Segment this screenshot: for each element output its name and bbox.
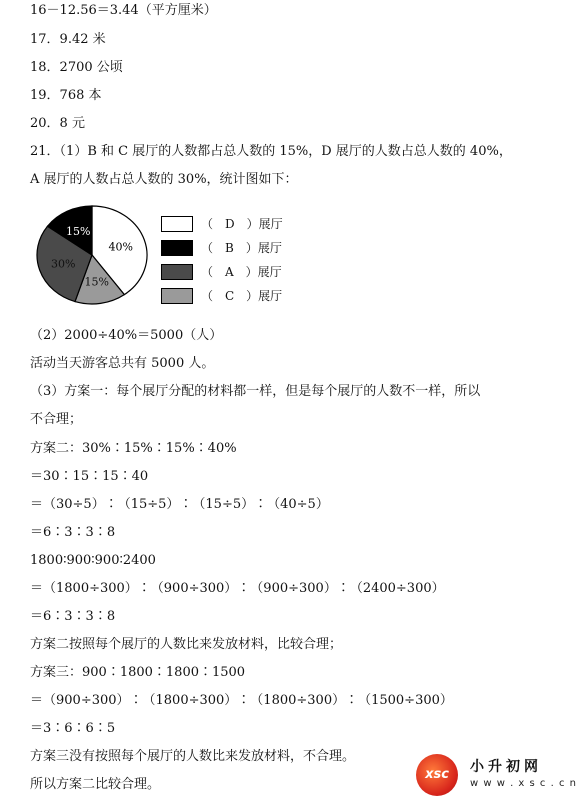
legend-item-a bbox=[161, 264, 321, 282]
answer-line-16: 16－12.56＝3.44（平方厘米） bbox=[30, 3, 217, 18]
answer-line-21-part2-conclusion: 活动当天游客总共有 5000 人。 bbox=[30, 356, 215, 371]
plan3-line-3: ＝3∶6∶6∶5 bbox=[30, 721, 116, 736]
legend-swatch-c bbox=[161, 288, 193, 304]
legend-item-b bbox=[161, 240, 321, 258]
legend-label-d: （ D ）展厅 bbox=[201, 217, 283, 231]
plan2-line-5: 1800∶900∶900∶2400 bbox=[30, 553, 156, 568]
pie-label-a: 30% bbox=[51, 257, 76, 271]
plan2-line-2: ＝30∶15∶15∶40 bbox=[30, 469, 149, 484]
pie-legend bbox=[161, 216, 321, 312]
plan3-conclusion: 方案三没有按照每个展厅的人数比来发放材料，不合理。 bbox=[30, 749, 356, 764]
legend-swatch-b bbox=[161, 240, 193, 256]
legend-swatch-a bbox=[161, 264, 193, 280]
plan2-line-4: ＝6∶3∶3∶8 bbox=[30, 525, 116, 540]
answer-line-18: 18．2700 公顷 bbox=[30, 60, 123, 75]
plan3-line-1: 方案三：900∶1800∶1800∶1500 bbox=[30, 665, 246, 680]
answer-line-19: 19．768 本 bbox=[30, 88, 102, 103]
plan2-line-6: ＝（1800÷300）∶（900÷300）∶（900÷300）∶（2400÷300） bbox=[30, 581, 445, 596]
plan2-line-7: ＝6∶3∶3∶8 bbox=[30, 609, 116, 624]
answer-line-21-part1: 21．（1）B 和 C 展厅的人数都占总人数的 15%，D 展厅的人数占总人数的 40%， bbox=[30, 144, 512, 159]
answer-line-21-part3-cont: 不合理； bbox=[30, 412, 83, 427]
legend-label-b: （ B ）展厅 bbox=[201, 241, 282, 255]
final-conclusion: 所以方案二比较合理。 bbox=[30, 777, 161, 792]
logo-site-name: 小升初网 bbox=[470, 759, 542, 775]
pie-label-c: 15% bbox=[84, 275, 109, 289]
legend-swatch-d bbox=[161, 216, 193, 232]
legend-label-a: （ A ）展厅 bbox=[201, 265, 282, 279]
answer-line-20: 20．8 元 bbox=[30, 116, 85, 131]
answer-line-21-part1-cont: A 展厅的人数占总人数的 30%，统计图如下： bbox=[30, 172, 298, 187]
plan2-conclusion: 方案二按照每个展厅的人数比来发放材料，比较合理； bbox=[30, 637, 343, 652]
plan2-line-3: ＝（30÷5）∶（15÷5）∶（15÷5）∶（40÷5） bbox=[30, 497, 329, 512]
pie-label-d: 40% bbox=[108, 240, 133, 254]
answer-line-17: 17．9.42 米 bbox=[30, 32, 106, 47]
pie-chart bbox=[34, 204, 150, 306]
logo-badge-icon: xsc bbox=[416, 754, 458, 796]
legend-label-c: （ C ）展厅 bbox=[201, 289, 283, 303]
logo-site-url: w w w . x s c . c n bbox=[470, 778, 577, 789]
answer-line-21-part2: （2）2000÷40%＝5000（人） bbox=[30, 328, 223, 343]
answer-line-21-part3: （3）方案一：每个展厅分配的材料都一样，但是每个展厅的人数不一样，所以 bbox=[30, 384, 481, 399]
plan2-line-1: 方案二：30%∶15%∶15%∶40% bbox=[30, 441, 237, 456]
pie-label-b: 15% bbox=[66, 224, 91, 238]
legend-item-c bbox=[161, 288, 321, 306]
legend-item-d bbox=[161, 216, 321, 234]
plan3-line-2: ＝（900÷300）∶（1800÷300）∶（1800÷300）∶（1500÷300） bbox=[30, 693, 453, 708]
